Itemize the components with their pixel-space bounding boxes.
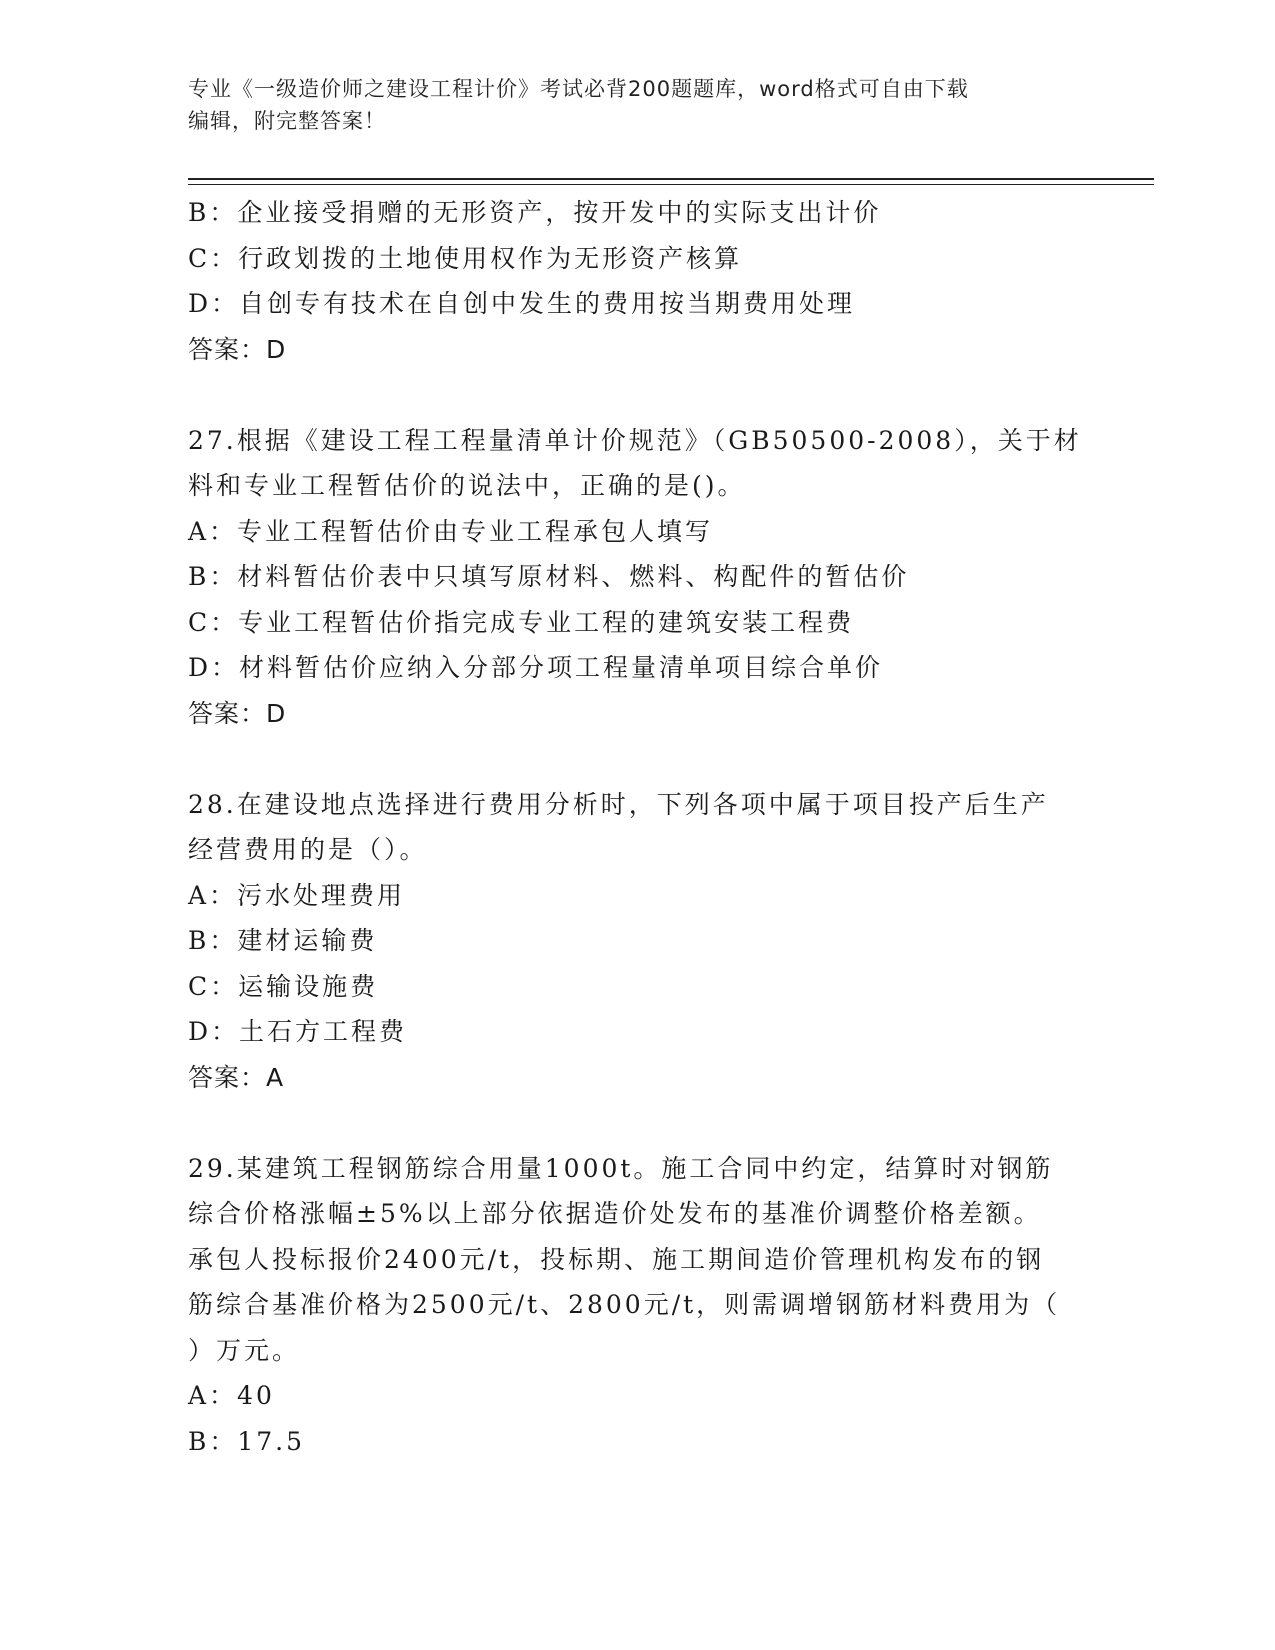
option-b: B：企业接受捐赠的无形资产，按开发中的实际支出计价 [188, 198, 882, 227]
question-prev [188, 190, 1088, 372]
question-stem-line: 承包人投标报价2400元/t，投标期、施工期间造价管理机构发布的钢 [188, 1244, 1045, 1274]
option-b: B：建材运输费 [188, 926, 378, 955]
question-stem-line: 27.根据《建设工程工程量清单计价规范》（GB50500-2008），关于材 [188, 425, 1082, 455]
option-c: C：行政划拨的土地使用权作为无形资产核算 [188, 243, 743, 273]
header-line-2: 编辑，附完整答案！ [188, 109, 386, 133]
answer: 答案：D [188, 334, 287, 364]
question-stem-line: 28.在建设地点选择进行费用分析时，下列各项中属于项目投产后生产 [188, 789, 1049, 819]
option-c: C：运输设施费 [188, 971, 379, 1001]
option-d: D：土石方工程费 [188, 1017, 408, 1046]
question-27 [188, 418, 1088, 737]
option-a: A：40 [188, 1381, 275, 1410]
option-c: C：专业工程暂估价指完成专业工程的建筑安装工程费 [188, 607, 855, 637]
header-rule-thin [188, 184, 1154, 185]
option-b: B：17.5 [188, 1426, 306, 1456]
option-a: A：专业工程暂估价由专业工程承包人填写 [188, 516, 714, 546]
spacer [188, 736, 1088, 782]
answer: 答案：A [188, 1062, 285, 1092]
header-rule-thick [188, 178, 1154, 180]
option-d: D：自创专有技术在自创中发生的费用按当期费用处理 [188, 289, 856, 318]
question-stem-line: ）万元。 [188, 1335, 301, 1365]
header-line-1: 专业《一级造价师之建设工程计价》考试必背200题题库，word格式可自由下载 [188, 77, 969, 101]
question-stem-line: 经营费用的是（）。 [188, 835, 428, 864]
answer: 答案：D [188, 698, 287, 728]
option-b: B：材料暂估价表中只填写原材料、燃料、构配件的暂估价 [188, 562, 910, 591]
question-29 [188, 1146, 1088, 1465]
question-stem-line: 筋综合基准价格为2500元/t、2800元/t，则需调增钢筋材料费用为（ [188, 1290, 1061, 1319]
option-d: D：材料暂估价应纳入分部分项工程量清单项目综合单价 [188, 653, 884, 682]
spacer [188, 372, 1088, 418]
page-header [188, 73, 1088, 137]
question-stem-line: 料和专业工程暂估价的说法中，正确的是()。 [188, 471, 746, 500]
question-stem-line: 综合价格涨幅±5%以上部分依据造价处发布的基准价调整价格差额。 [188, 1199, 1042, 1228]
option-a: A：污水处理费用 [188, 880, 406, 910]
question-28 [188, 782, 1088, 1101]
question-stem-line: 29.某建筑工程钢筋综合用量1000t。施工合同中约定，结算时对钢筋 [188, 1153, 1054, 1183]
question-list [188, 190, 1088, 1464]
spacer [188, 1100, 1088, 1146]
